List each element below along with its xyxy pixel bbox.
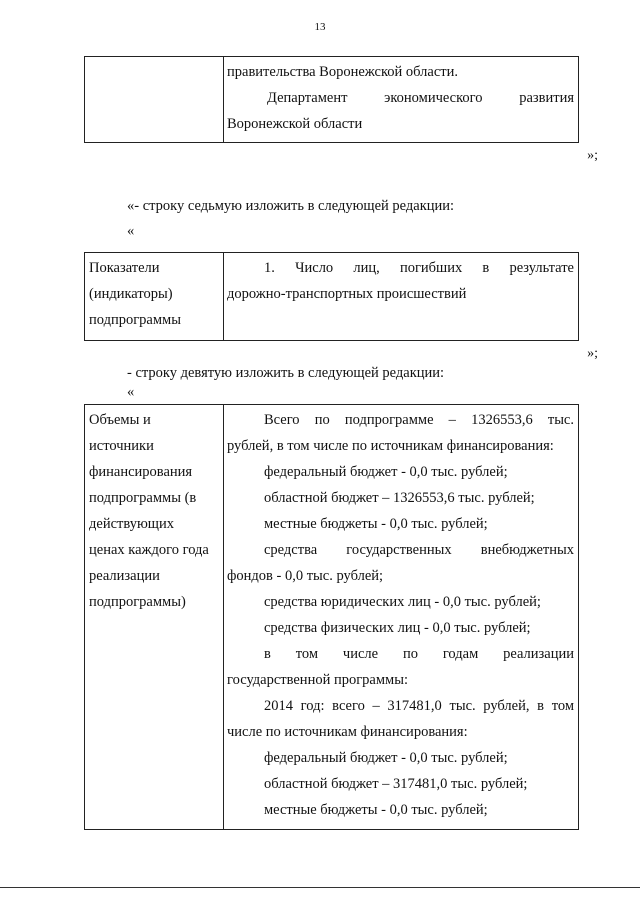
- page-bottom-rule: [0, 887, 640, 888]
- table3-line: средства физических лиц - 0,0 тыс. рублей;: [264, 620, 531, 636]
- table2-left-line: подпрограммы: [89, 312, 181, 328]
- table2-line: дорожно-транспортных происшествий: [227, 286, 467, 302]
- table3-line: государственной программы:: [227, 672, 408, 688]
- page-number: 13: [314, 21, 326, 33]
- instruction-text: «- строку седьмую изложить в следующей редакции:: [127, 198, 455, 214]
- table-indicators: [84, 252, 579, 341]
- table3-line: в том числе по годам реализации: [264, 646, 574, 662]
- table3-right-cell: [224, 405, 579, 830]
- opening-quote: «: [127, 384, 135, 400]
- opening-quote: «: [127, 223, 135, 239]
- table3-line: средства юридических лиц - 0,0 тыс. рублей;: [264, 594, 541, 610]
- table3-line: федеральный бюджет - 0,0 тыс. рублей;: [264, 464, 508, 480]
- table1-line: Воронежской области: [227, 116, 363, 132]
- table1-line: Департамент экономического развития: [267, 90, 574, 106]
- instruction-text: - строку девятую изложить в следующей редакции:: [127, 365, 445, 381]
- closing-quote: »;: [587, 346, 598, 361]
- table3-line: средства государственных внебюджетных: [264, 542, 574, 558]
- table3-left-line: источники: [89, 438, 154, 454]
- table3-left-cell: [85, 405, 224, 830]
- table3-left-line: реализации: [89, 568, 160, 584]
- table3-line: федеральный бюджет - 0,0 тыс. рублей;: [264, 750, 508, 766]
- table2-line: 1. Число лиц, погибших в результате: [264, 260, 574, 276]
- table3-line: местные бюджеты - 0,0 тыс. рублей;: [264, 516, 488, 532]
- table-financing: [84, 404, 579, 830]
- table2-left-line: Показатели: [89, 260, 160, 276]
- closing-quote: »;: [587, 148, 598, 163]
- table3-line: фондов - 0,0 тыс. рублей;: [227, 568, 384, 584]
- table1-line: правительства Воронежской области.: [227, 64, 459, 80]
- table2-left-line: (индикаторы): [89, 286, 173, 302]
- table3-line: местные бюджеты - 0,0 тыс. рублей;: [264, 802, 488, 818]
- table3-line: областной бюджет – 317481,0 тыс. рублей;: [264, 776, 528, 792]
- table1-right-cell: [224, 57, 579, 143]
- table-continuation: [84, 56, 579, 143]
- table3-left-line: Объемы и: [89, 412, 151, 428]
- table3-left-line: подпрограммы): [89, 594, 186, 610]
- table3-line: Всего по подпрограмме – 1326553,6 тыс.: [264, 412, 574, 428]
- table3-left-line: финансирования: [89, 464, 193, 480]
- table3-left-line: ценах каждого года: [89, 542, 209, 558]
- table3-line: 2014 год: всего – 317481,0 тыс. рублей, в том: [264, 698, 574, 714]
- table3-left-line: действующих: [89, 516, 174, 532]
- table3-line: числе по источникам финансирования:: [227, 724, 468, 740]
- table3-line: областной бюджет – 1326553,6 тыс. рублей;: [264, 490, 535, 506]
- table3-left-line: подпрограммы (в: [89, 490, 197, 506]
- table1-left-cell: [85, 57, 224, 143]
- table2-left-cell: [85, 253, 224, 341]
- table3-line: рублей, в том числе по источникам финансирования:: [227, 438, 554, 454]
- table2-right-cell: [224, 253, 579, 341]
